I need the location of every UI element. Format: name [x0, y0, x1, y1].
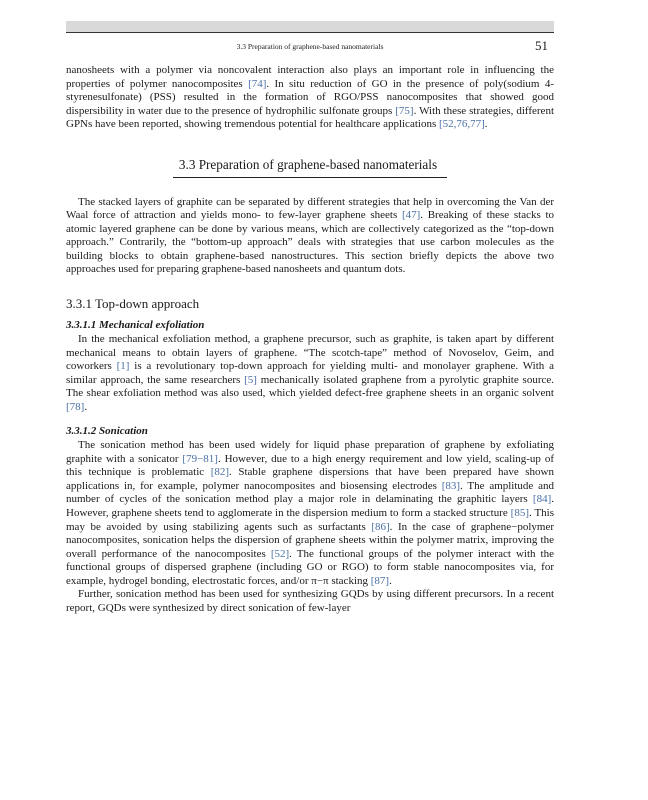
citation-link[interactable]: [5] [244, 373, 257, 386]
page-body [66, 64, 554, 615]
intro-paragraph: nanosheets with a polymer via noncovalent interaction also plays an important role in influencing the properties of polymer nanocomposites [74]. In situ reduction of GO in the presence of poly(sodium 4-styrenesulfonate) (PSS) resulted in the formation of RGO/PSS nanocomposites that showed good dispersibility in water due to the presence of hydrophilic sulfonate groups [75]. With these strategies, different GPNs have been reported, showing tremendous potential for healthcare applications [52,76,77]. [66, 64, 554, 131]
citation-link[interactable]: [52] [270, 547, 290, 560]
mechanical-paragraph: In the mechanical exfoliation method, a graphene precursor, such as graphite, is taken apart by different mechanical means to obtain layers of graphene. “The scotch-tape” method of Novoselov, Geim, and coworkers [1] is a revolutionary top-down approach for yielding multi- and monolayer graphene. With a similar approach, the same researchers [5] mechanically isolated graphene from a pyrolytic graphite source. The shear exfoliation method was also used, which yielded defect-free graphene sheets in an organic solvent [78]. [66, 333, 554, 413]
page-number: 51 [535, 38, 548, 53]
citation-link[interactable]: [75] [395, 104, 414, 117]
section-title: 3.3 Preparation of graphene-based nanomaterials [173, 157, 447, 178]
citation-link[interactable]: [82] [210, 466, 230, 479]
citation-link[interactable]: [84] [532, 493, 552, 506]
citation-link[interactable]: [1] [116, 360, 130, 373]
citation-link[interactable]: [47] [401, 209, 421, 222]
sonication-paragraph-2: Further, sonication method has been used for synthesizing GQDs by using different precursors. In a recent report, GQDs were synthesized by direct sonication of few-layer [66, 588, 554, 614]
sonication-paragraph: The sonication method has been used widely for liquid phase preparation of graphene by exfoliating graphite with a sonicator [79−81]. However, due to a high energy requirement and low yield, scaling-up of this technique is problematic [82]. Stable graphene dispersions that have been prepared have shown applications in, for example, polymer nanocomposites and biosensing electrodes [83]. The amplitude and number of cycles of the sonication method play a major role in delaminating the graphitic layers [84]. However, graphene sheets tend to agglomerate in the dispersion medium to form a stacked structure [85]. This may be avoided by using stabilizing agents such as surfactants [86]. In the case of graphene−polymer nanocomposites, sonication helps the dispersion of graphene sheets within the polymer matrix, improving the overall performance of the nanocomposites [52]. The functional groups of the polymer interact with the functional groups of dispersed graphene (including GO or RGO) to form stable nanocomposites via, for example, hydrogel bonding, electrostatic forces, and/or π−π stacking [87]. [66, 439, 555, 587]
subsubsection-title-sonication: 3.3.1.2 Sonication [66, 425, 148, 438]
citation-link[interactable]: [79−81] [182, 452, 218, 465]
citation-link[interactable]: [74] [248, 77, 267, 90]
citation-link[interactable]: [83] [441, 479, 461, 492]
citation-link[interactable]: [52,76,77] [438, 118, 485, 131]
subsubsection-title-mechanical: 3.3.1.1 Mechanical exfoliation [66, 319, 205, 332]
citation-link[interactable]: [87] [370, 574, 390, 587]
citation-link[interactable]: [85] [510, 507, 529, 520]
running-title: 3.3 Preparation of graphene-based nanomaterials [236, 42, 384, 51]
subsection-title: 3.3.1 Top-down approach [66, 296, 200, 312]
running-head [66, 38, 554, 54]
section-heading-block [66, 157, 554, 178]
citation-link[interactable]: [86] [371, 520, 390, 533]
citation-link[interactable]: [78] [66, 400, 85, 413]
header-rule [66, 32, 554, 33]
section-paragraph: The stacked layers of graphite can be separated by different strategies that help in overcoming the Van der Waal force of attraction and yields mono- to few-layer graphene sheets [47]. Breaking of these stacks to atomic layered graphene can be done by various means, which are collectively categorized as the “top-down approach.” Contrarily, the “bottom-up approach” deals with strategies that use carbon molecules as the building blocks to obtain graphene-based nanostructures. This section briefly depicts the above two approaches used for preparing graphene-based nanosheets and quantum dots. [66, 195, 554, 276]
top-gray-bar [66, 21, 554, 32]
